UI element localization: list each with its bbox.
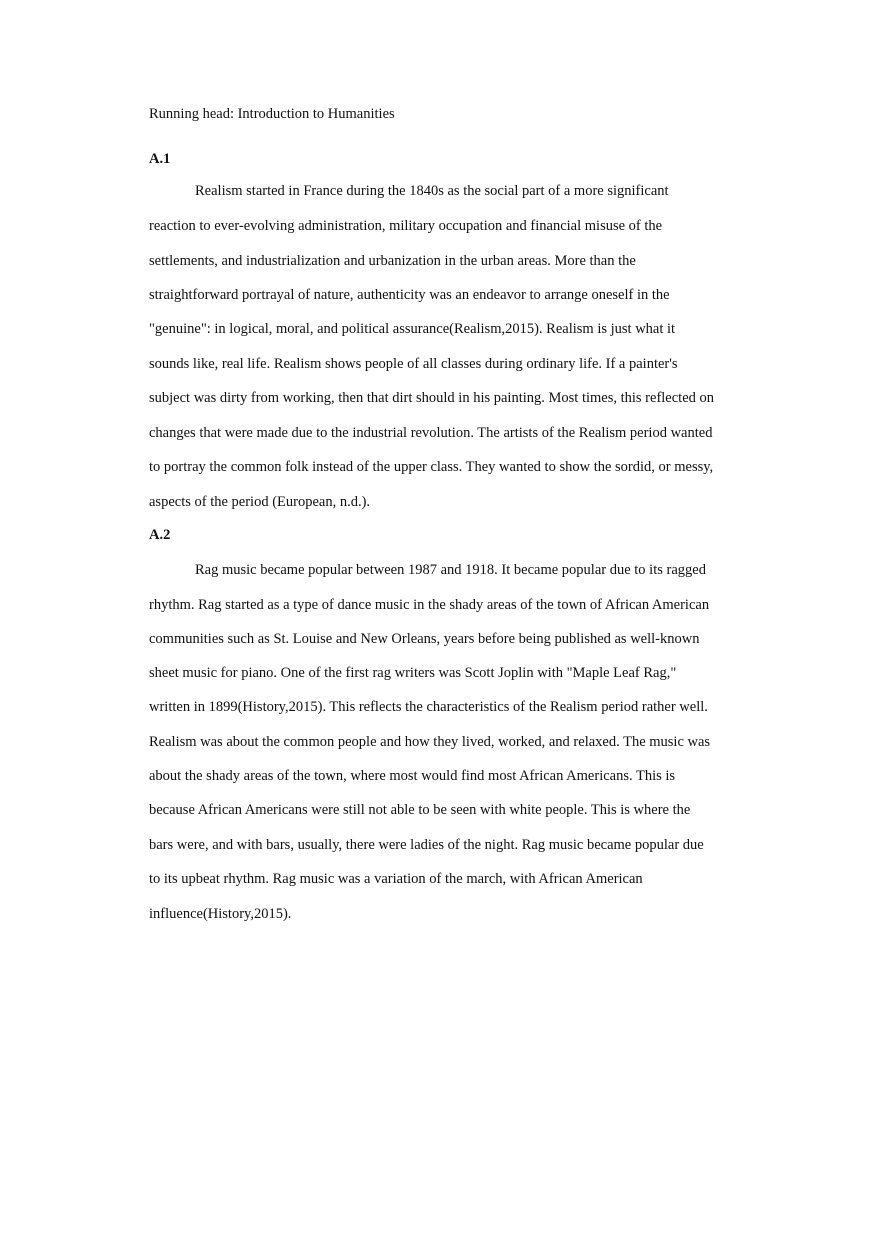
- paragraph-line: communities such as St. Louise and New Orleans, years before being published as well-known: [149, 631, 700, 647]
- paragraph-line: changes that were made due to the industrial revolution. The artists of the Realism period wanted: [149, 425, 713, 441]
- paragraph-line: because African Americans were still not able to be seen with white people. This is where the: [149, 802, 691, 818]
- paragraph-line: settlements, and industrialization and urbanization in the urban areas. More than the: [149, 253, 636, 269]
- paragraph-line: written in 1899(History,2015). This reflects the characteristics of the Realism period rather well.: [149, 699, 708, 715]
- paragraph-line: "genuine": in logical, moral, and political assurance(Realism,2015). Realism is just what it: [149, 321, 676, 337]
- paragraph-line: bars were, and with bars, usually, there were ladies of the night. Rag music became popular due: [149, 837, 704, 853]
- paragraph-line: aspects of the period (European, n.d.).: [149, 494, 371, 510]
- paragraph-line: sounds like, real life. Realism shows people of all classes during ordinary life. If a painter's: [149, 356, 678, 372]
- section-heading-a2: A.2: [149, 527, 171, 543]
- paragraph-line: Rag music became popular between 1987 and 1918. It became popular due to its ragged: [195, 562, 706, 578]
- paragraph-line: to its upbeat rhythm. Rag music was a variation of the march, with African American: [149, 871, 643, 887]
- paragraph-line: reaction to ever-evolving administration, military occupation and financial misuse of the: [149, 218, 663, 234]
- section-heading-a1: A.1: [149, 151, 171, 167]
- paragraph-line: about the shady areas of the town, where most would find most African Americans. This is: [149, 768, 676, 784]
- paragraph-line: rhythm. Rag started as a type of dance music in the shady areas of the town of African American: [149, 597, 710, 613]
- paragraph-line: influence(History,2015).: [149, 906, 292, 922]
- paragraph-line: Realism started in France during the 1840s as the social part of a more significant: [195, 183, 669, 199]
- paragraph-line: subject was dirty from working, then that dirt should in his painting. Most times, this reflected on: [149, 390, 715, 406]
- paragraph-line: Realism was about the common people and how they lived, worked, and relaxed. The music was: [149, 734, 711, 750]
- paragraph-line: straightforward portrayal of nature, authenticity was an endeavor to arrange oneself in the: [149, 287, 670, 303]
- paragraph-line: sheet music for piano. One of the first rag writers was Scott Joplin with "Maple Leaf Rag,": [149, 665, 677, 681]
- paragraph-line: to portray the common folk instead of the upper class. They wanted to show the sordid, or messy,: [149, 459, 714, 475]
- running-head: Running head: Introduction to Humanities: [149, 106, 395, 122]
